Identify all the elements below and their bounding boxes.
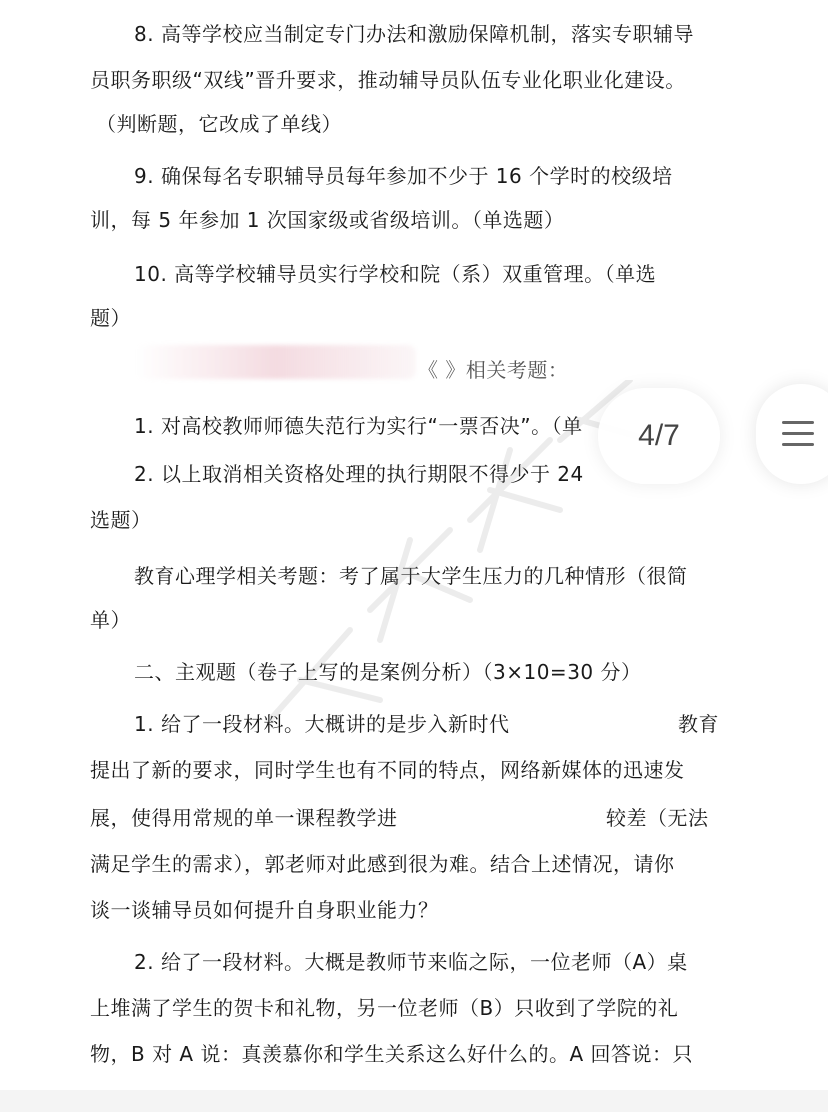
c1-line3b: 较差（无法	[606, 806, 709, 830]
c2-line1: 2. 给了一段材料。大概是教师节来临之际，一位老师（A）桌	[134, 950, 688, 974]
s1-line: 1. 对高校教师师德失范行为实行“一票否决”。（单	[134, 414, 583, 438]
c1-line4: 满足学生的需求），郭老师对此感到很为难。结合上述情况，请你	[90, 852, 675, 876]
redacted-smudge	[136, 345, 416, 379]
q9-line2: 训，每 5 年参加 1 次国家级或省级培训。（单选题）	[90, 208, 565, 232]
s2-line2: 选题）	[90, 508, 152, 532]
c1-line5: 谈一谈辅导员如何提升自身职业能力？	[90, 898, 439, 922]
hamburger-menu-icon	[782, 432, 814, 435]
s2-line1: 2. 以上取消相关资格处理的执行期限不得少于 24	[134, 462, 584, 486]
hamburger-menu-icon	[782, 443, 814, 446]
c1-line3a: 展，使得用常规的单一课程教学进	[90, 806, 398, 830]
c1-line1-end: 教育	[678, 712, 719, 736]
section-heading: 《 》相关考题：	[418, 358, 569, 382]
menu-button[interactable]	[756, 384, 828, 484]
c2-line3: 物，B 对 A 说：真羡慕你和学生关系这么好什么的。A 回答说：只	[90, 1042, 694, 1066]
c1-line1: 1. 给了一段材料。大概讲的是步入新时代	[134, 712, 510, 736]
psych-line2: 单）	[90, 608, 131, 632]
psych-line1: 教育心理学相关考题：考了属于大学生压力的几种情形（很简	[134, 564, 688, 588]
q10-line1: 10. 高等学校辅导员实行学校和院（系）双重管理。（单选	[134, 262, 657, 286]
subjective-heading: 二、主观题（卷子上写的是案例分析）（3×10=30 分）	[134, 660, 642, 684]
q8-line3: （判断题，它改成了单线）	[96, 112, 342, 136]
hamburger-menu-icon	[782, 421, 814, 424]
c1-line2: 提出了新的要求，同时学生也有不同的特点，网络新媒体的迅速发	[90, 758, 685, 782]
q8-line1: 8. 高等学校应当制定专门办法和激励保障机制，落实专职辅导	[134, 22, 694, 46]
q8-line2: 员职务职级“双线”晋升要求，推动辅导员队伍专业化职业化建设。	[90, 68, 686, 92]
bottom-edge	[0, 1090, 828, 1112]
q9-line1: 9. 确保每名专职辅导员每年参加不少于 16 个学时的校级培	[134, 164, 673, 188]
page-indicator: 4/7	[598, 388, 720, 484]
c2-line2: 上堆满了学生的贺卡和礼物，另一位老师（B）只收到了学院的礼	[90, 996, 679, 1020]
q10-line2: 题）	[90, 306, 131, 330]
